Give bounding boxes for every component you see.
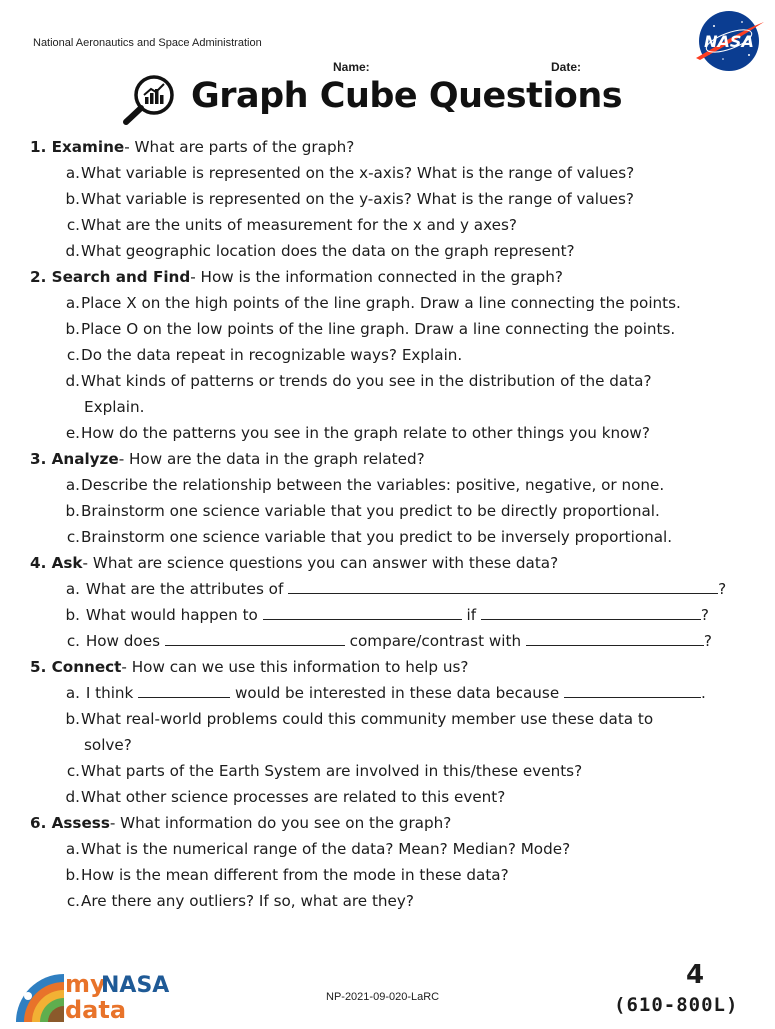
item-text: Place X on the high points of the line graph. Draw a line connecting the points. (81, 294, 681, 312)
item-text: Brainstorm one science variable that you predict to be inversely proportional. (81, 528, 673, 546)
item-marker: a. (65, 164, 80, 182)
section-heading (30, 550, 558, 576)
section-prompt: - What are science questions you can answer with these data? (82, 554, 559, 572)
section-title-text: Search and Find (51, 268, 191, 286)
item-text: Are there any outliers? If so, what are they? (81, 892, 414, 910)
section-prompt: - How can we use this information to help us? (121, 658, 469, 676)
item-marker: b. (65, 320, 80, 338)
item-end: ? (700, 606, 709, 624)
section-number: 2. (30, 268, 47, 286)
item-text: How does (85, 632, 160, 650)
item-marker: a. (65, 580, 80, 598)
section-heading (30, 264, 563, 290)
item-marker: b. (65, 190, 80, 208)
date-label: Date: (551, 60, 582, 74)
item-text: Do the data repeat in recognizable ways? Explain. (81, 346, 463, 364)
item-text: I think (85, 684, 134, 702)
question-item (64, 186, 634, 212)
section-number: 1. (30, 138, 47, 156)
section-number: 4. (30, 554, 47, 572)
logo-my: my (65, 970, 106, 998)
item-end: ? (718, 580, 727, 598)
lexile-range: (610-800L) (614, 994, 739, 1016)
item-text: What geographic location does the data on the graph represent? (81, 242, 575, 260)
answer-blank[interactable] (165, 629, 345, 646)
section-title-text: Assess (51, 814, 110, 832)
logo-nasa: NASA (101, 973, 170, 998)
section-title-text: Ask (51, 554, 83, 572)
magnifier-chart-icon (120, 73, 176, 125)
answer-blank[interactable] (263, 603, 462, 620)
section-number: 3. (30, 450, 47, 468)
page-number: 4 (685, 960, 705, 990)
item-text: would be interested in these data because (235, 684, 560, 702)
section-title (30, 554, 83, 572)
item-text: Place O on the low points of the line graph. Draw a line connecting the points. (81, 320, 676, 338)
question-item (64, 524, 672, 550)
item-text: solve? (84, 736, 132, 754)
question-item (64, 290, 681, 316)
section-heading (30, 134, 354, 160)
question-item (64, 420, 650, 446)
section-heading (30, 446, 425, 472)
section-title (30, 814, 110, 832)
item-marker: c. (66, 762, 80, 780)
section-number: 5. (30, 658, 47, 676)
item-marker: c. (66, 892, 80, 910)
section-heading (30, 654, 468, 680)
item-text: What real-world problems could this community member use these data to (81, 710, 654, 728)
item-text: What variable is represented on the y-axis? What is the range of values? (81, 190, 634, 208)
question-continuation (84, 732, 132, 758)
nasa-logo-text: NASA (704, 32, 754, 51)
question-item (64, 472, 664, 498)
answer-blank[interactable] (481, 603, 701, 620)
item-text: What kinds of patterns or trends do you see in the distribution of the data? (81, 372, 652, 390)
item-text: What is the numerical range of the data? Mean? Median? Mode? (81, 840, 571, 858)
question-item (64, 862, 509, 888)
item-text: Explain. (84, 398, 145, 416)
section-prompt: - What are parts of the graph? (124, 138, 355, 156)
item-text: What other science processes are related to this event? (81, 788, 506, 806)
section-title-text: Examine (51, 138, 125, 156)
document-id: NP-2021-09-020-LaRC (326, 991, 440, 1003)
section-title-text: Analyze (51, 450, 119, 468)
page-title: Graph Cube Questions (191, 76, 623, 116)
item-marker: a. (65, 684, 80, 702)
question-item (64, 680, 706, 706)
item-text: How is the mean different from the mode in these data? (81, 866, 509, 884)
question-item (64, 758, 582, 784)
logo-data: data (65, 996, 127, 1022)
item-marker: a. (65, 294, 80, 312)
question-item (64, 602, 709, 628)
section-title-text: Connect (51, 658, 122, 676)
question-item (64, 498, 660, 524)
item-marker: b. (65, 710, 80, 728)
question-item (64, 836, 570, 862)
item-marker: c. (66, 632, 80, 650)
item-text: What parts of the Earth System are involved in this/these events? (81, 762, 583, 780)
section-prompt: - How is the information connected in the graph? (190, 268, 563, 286)
section-title (30, 658, 121, 676)
answer-blank[interactable] (138, 681, 230, 698)
item-text: What would happen to (85, 606, 258, 624)
question-item (64, 576, 726, 602)
item-text: if (466, 606, 477, 624)
section-prompt: - How are the data in the graph related? (118, 450, 425, 468)
answer-blank[interactable] (526, 629, 704, 646)
question-item (64, 238, 575, 264)
item-marker: b. (65, 502, 80, 520)
item-marker: c. (66, 216, 80, 234)
item-marker: e. (65, 424, 80, 442)
question-item (64, 628, 712, 654)
question-item (64, 888, 414, 914)
section-number: 6. (30, 814, 47, 832)
item-text: What are the attributes of (85, 580, 284, 598)
agency-name: National Aeronautics and Space Administration (33, 37, 262, 49)
item-text: Describe the relationship between the variables: positive, negative, or none. (81, 476, 665, 494)
question-item (64, 368, 652, 394)
item-text: How do the patterns you see in the graph relate to other things you know? (81, 424, 650, 442)
question-item (64, 706, 653, 732)
my-nasa-data-logo (14, 966, 184, 1022)
item-text: Brainstorm one science variable that you predict to be directly proportional. (81, 502, 660, 520)
answer-blank[interactable] (288, 577, 718, 594)
item-marker: c. (66, 346, 80, 364)
item-end: ? (703, 632, 712, 650)
item-text: compare/contrast with (349, 632, 522, 650)
answer-blank[interactable] (564, 681, 701, 698)
question-item (64, 160, 634, 186)
name-label: Name: (333, 60, 370, 74)
question-item (64, 316, 675, 342)
question-item (64, 342, 462, 368)
section-prompt: - What information do you see on the graph? (109, 814, 452, 832)
question-item (64, 212, 517, 238)
item-text: What are the units of measurement for the x and y axes? (81, 216, 517, 234)
question-continuation (84, 394, 144, 420)
question-item (64, 784, 505, 810)
nasa-meatball-logo (692, 10, 766, 72)
item-marker: b. (65, 606, 80, 624)
item-marker: b. (65, 866, 80, 884)
section-title (30, 450, 119, 468)
item-end: . (701, 684, 706, 702)
item-marker: d. (65, 788, 80, 806)
item-marker: d. (65, 242, 80, 260)
item-text: What variable is represented on the x-axis? What is the range of values? (81, 164, 635, 182)
section-heading (30, 810, 451, 836)
section-title (30, 138, 124, 156)
item-marker: a. (65, 840, 80, 858)
item-marker: d. (65, 372, 80, 390)
item-marker: a. (65, 476, 80, 494)
item-marker: c. (66, 528, 80, 546)
section-title (30, 268, 190, 286)
